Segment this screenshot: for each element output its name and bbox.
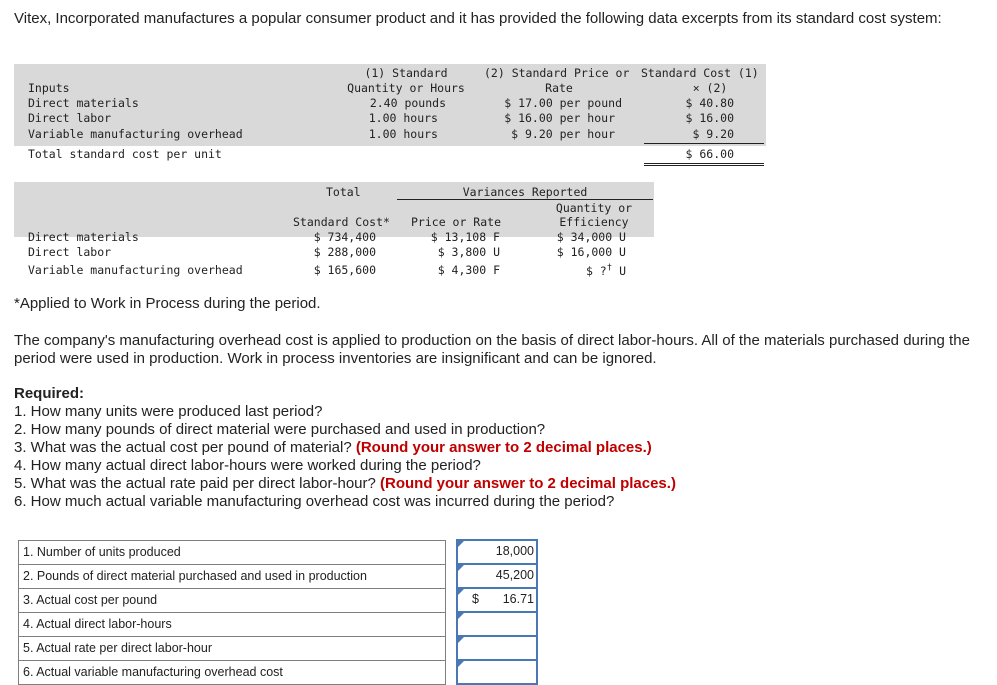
answer-label: 2. Pounds of direct material purchased and used in production [19, 564, 446, 588]
std-row-cost: $ 16.00 [685, 111, 734, 125]
input-marker-icon [458, 637, 464, 643]
question-3-text: 3. What was the actual cost per pound of material? [14, 439, 356, 456]
var-variances-header: Variances Reported [462, 185, 588, 199]
answer-label: 4. Actual direct labor-hours [19, 612, 446, 636]
var-row-qty: $ 16,000 U [556, 245, 626, 259]
std-row-price: $ 17.00 per pound [504, 96, 622, 110]
answer-input-labor-hours[interactable] [457, 612, 537, 636]
answer-input-labor-rate[interactable] [457, 636, 537, 660]
var-col-qty-line2: Efficiency [559, 215, 629, 229]
answer-label: 1. Number of units produced [19, 540, 446, 564]
std-col2-header-line1: (2) Standard Price or [484, 66, 630, 80]
required-section [14, 385, 974, 511]
var-row-qty-unknown [534, 263, 626, 278]
var-col-qty-line1: Quantity or [555, 201, 633, 215]
answer-row [19, 636, 538, 660]
std-row-label: Variable manufacturing overhead [28, 127, 243, 141]
var-row-price: $ 3,800 U [437, 245, 500, 259]
inputs-label: Inputs [28, 81, 70, 95]
std-row-price: $ 16.00 per hour [504, 111, 615, 125]
var-row-price: $ 4,300 F [437, 263, 500, 277]
var-col-std-cost: Standard Cost* [293, 215, 390, 229]
overhead-paragraph: The company's manufacturing overhead cost is applied to production on the basis of direct labor-hours. All of the materials purchased during the period were used in production. Work in process inventories are insignificant and can be ignored. [14, 332, 970, 367]
answer-dollar-sign: $ [472, 592, 479, 606]
question-5-text: 5. What was the actual rate paid per direct labor-hour? [14, 475, 381, 492]
std-total-rule-bottom-2 [644, 165, 764, 166]
std-col1-header-line1: (1) Standard [364, 66, 448, 80]
question-3 [14, 439, 974, 457]
var-row-qty: $ 34,000 U [556, 230, 626, 244]
std-total-rule-top [644, 143, 764, 144]
answer-label: 5. Actual rate per direct labor-hour [19, 636, 446, 660]
input-marker-icon [458, 541, 464, 547]
var-row-std: $ 288,000 [313, 245, 376, 259]
footnote: *Applied to Work in Process during the period. [14, 295, 321, 312]
input-marker-icon [458, 589, 464, 595]
var-variances-rule [397, 199, 653, 200]
std-row-label: Direct materials [28, 96, 139, 110]
std-total-rule-bottom-1 [644, 163, 764, 164]
std-row-label: Direct labor [28, 111, 112, 125]
answer-row [19, 540, 538, 564]
var-total-header: Total [326, 185, 361, 199]
var-row-price: $ 13,108 F [430, 230, 500, 244]
standard-cost-table [14, 64, 766, 168]
question-5 [14, 475, 974, 493]
question-6: 6. How much actual variable manufacturing overhead cost was incurred during the period? [14, 493, 615, 510]
input-marker-icon [458, 565, 464, 571]
std-col3-header-line1: Standard Cost (1) [641, 66, 759, 80]
var-row-std: $ 734,400 [313, 230, 376, 244]
question-1: 1. How many units were produced last period? [14, 403, 323, 420]
std-row-price: $ 9.20 per hour [511, 127, 615, 141]
answer-label: 3. Actual cost per pound [19, 588, 446, 612]
answer-input-units-produced[interactable] [457, 540, 537, 564]
answer-row [19, 660, 538, 684]
var-qty-prefix: $ ? [585, 263, 607, 278]
answer-input-pounds-material[interactable] [457, 564, 537, 588]
question-4: 4. How many actual direct labor-hours were worked during the period? [14, 457, 481, 474]
answer-row [19, 588, 538, 612]
question-2: 2. How many pounds of direct material were purchased and used in production? [14, 421, 546, 438]
answer-label: 6. Actual variable manufacturing overhead cost [19, 660, 446, 684]
input-marker-icon [458, 613, 464, 619]
answer-value: 16.71 [502, 592, 534, 606]
var-row-label: Direct materials [28, 230, 139, 244]
var-qty-suffix: U [612, 263, 626, 278]
var-col-price: Price or Rate [411, 215, 502, 229]
answer-value: 45,200 [495, 568, 534, 582]
question-5-rounding-note: (Round your answer to 2 decimal places.) [380, 475, 676, 492]
var-row-label: Variable manufacturing overhead [28, 263, 243, 277]
std-row-qty: 2.40 pounds [369, 96, 446, 110]
answer-row [19, 564, 538, 588]
std-row-qty: 1.00 hours [368, 111, 438, 125]
dagger-footnote-mark: † [606, 263, 613, 273]
std-col3-header-line2: × (2) [692, 81, 728, 95]
answer-input-cost-per-pound[interactable] [457, 588, 537, 612]
std-total-label: Total standard cost per unit [28, 147, 222, 161]
intro-text: Vitex, Incorporated manufactures a popular consumer product and it has provided the following data excerpts from its standard cost system: [14, 10, 942, 27]
std-row-cost: $ 40.80 [685, 96, 734, 110]
variance-table [14, 182, 664, 282]
question-3-rounding-note: (Round your answer to 2 decimal places.) [355, 439, 652, 456]
answer-input-overhead-cost[interactable] [457, 660, 537, 684]
var-row-label: Direct labor [28, 245, 112, 259]
required-title: Required: [14, 385, 85, 402]
std-total-value: $ 66.00 [685, 147, 734, 161]
var-row-std: $ 165,600 [313, 263, 376, 277]
std-col1-header-line2: Quantity or Hours [347, 81, 465, 95]
answer-value: 18,000 [495, 544, 534, 558]
std-col2-header-line2: Rate [545, 81, 573, 95]
std-row-qty: 1.00 hours [368, 127, 438, 141]
answer-row [19, 612, 538, 636]
answer-table [18, 539, 538, 685]
std-row-cost: $ 9.20 [692, 127, 734, 141]
input-marker-icon [458, 661, 464, 667]
